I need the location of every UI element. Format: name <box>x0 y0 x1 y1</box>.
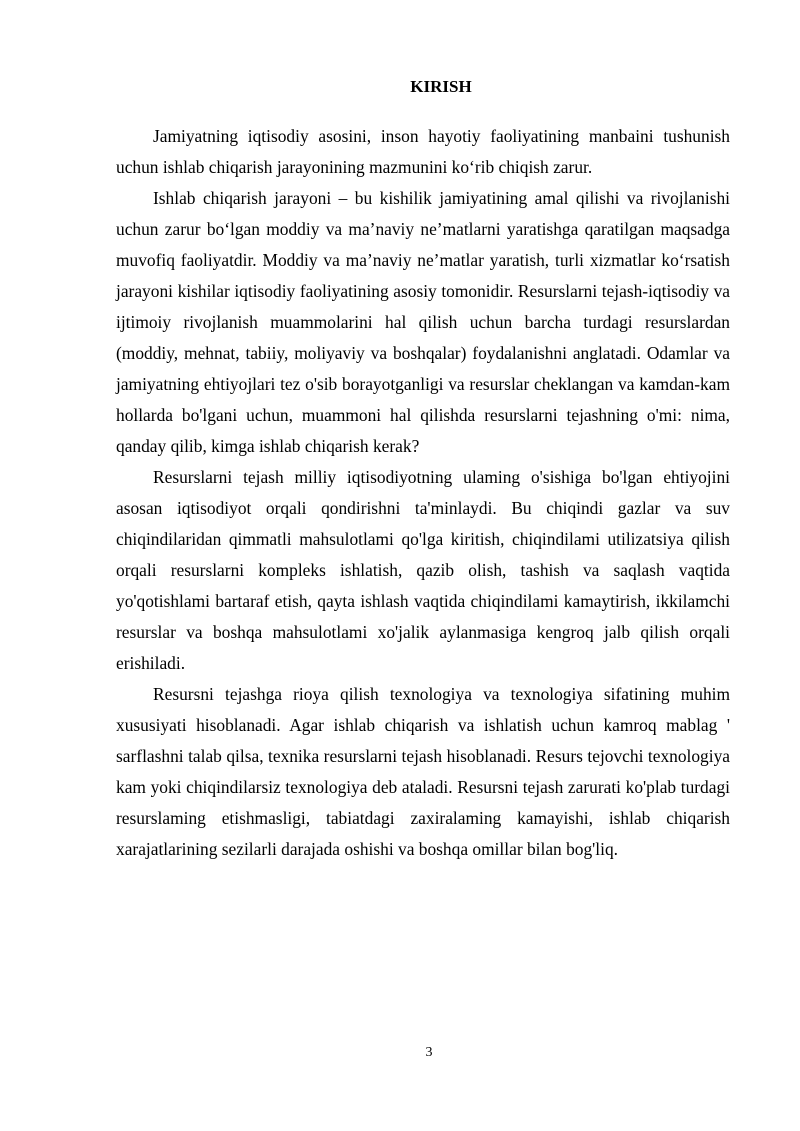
paragraph-3: Resurslarni tejash milliy iqtisodiyotning ulaming o'sishiga bo'lgan ehtiyojini asosan iqtisodiyot orqali qondirishni ta'minlaydi. Bu chiqindi gazlar va suv chiqindilaridan qimmatli mahsulotlami qo'lga kiritish, chiqindilami utilizatsiya qilish orqali resurslarni kompleks ishlatish, qazib olish, tashish va saqlash vaqtida yo'qotishlami bartaraf etish, qayta ishlash vaqtida chiqindilami kamaytirish, ikkilamchi resurslar va boshqa mahsulotlami xo'jalik aylanmasiga kengroq jalb qilish orqali erishiladi. <box>116 467 730 673</box>
section-title: KIRISH <box>410 77 472 96</box>
body-text <box>116 121 730 865</box>
page-number: 3 <box>425 1045 433 1060</box>
paragraph-4: Resursni tejashga rioya qilish texnologiya va texnologiya sifatining muhim xususiyati hisoblanadi. Agar ishlab chiqarish va ishlatish uchun kamroq mablag ' sarflashni talab qilsa, texnika resurslarni tejash hisoblanadi. Resurs tejovchi texnologiya kam yoki chiqindilarsiz texnologiya deb ataladi. Resursni tejash zarurati ko'plab turdagi resurslaming etishmasligi, tabiatdagi zaxiralaming kamayishi, ishlab chiqarish xarajatlarining sezilarli darajada oshishi va boshqa omillar bilan bog'liq. <box>116 684 730 859</box>
paragraph-2: Ishlab chiqarish jarayoni – bu kishilik jamiyatining amal qilishi va rivojlanishi uchun zarur bo‘lgan moddiy va ma’naviy ne’matlarni yaratishga qaratilgan maqsadga muvofiq faoliyatdir. Moddiy va ma’naviy ne’matlar yaratish, turli xizmatlar ko‘rsatish jarayoni kishilar iqtisodiy faoliyatining asosiy tomonidir. Resurslarni tejash-iqtisodiy va ijtimoiy rivojlanish muammolarini hal qilish uchun barcha turdagi resurslardan (moddiy, mehnat, tabiiy, moliyaviy va boshqalar) foydalanishni anglatadi. Odamlar va jamiyatning ehtiyojlari tez o'sib borayotganligi va resurslar cheklangan va kamdan-kam hollarda bo'lgani uchun, muammoni hal qilishda resurslarni tejashning o'mi: nima, qanday qilib, kimga ishlab chiqarish kerak? <box>116 188 730 456</box>
paragraph-1: Jamiyatning iqtisodiy asosini, inson hayotiy faoliyatining manbaini tushunish uchun ishlab chiqarish jarayonining mazmunini ko‘rib chiqish zarur. <box>116 126 730 177</box>
